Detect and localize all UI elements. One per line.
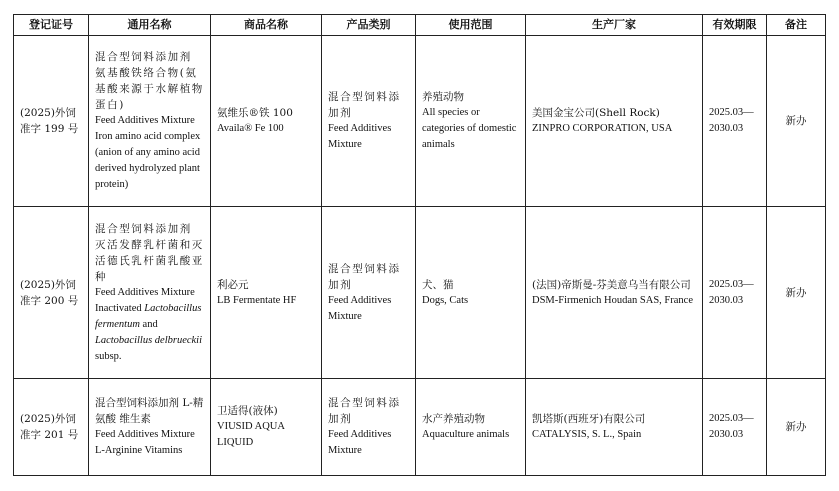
header-category: 产品类别 xyxy=(322,15,416,36)
manufacturer-zh: 美国金宝公司(Shell Rock) xyxy=(532,107,660,119)
trade-name-zh: 卫适得(液体) xyxy=(217,405,278,417)
header-trade-name: 商品名称 xyxy=(211,15,322,36)
remark-cell xyxy=(767,207,826,379)
trade-name-en: VIUSID AQUA LIQUID xyxy=(217,421,285,448)
table-row xyxy=(14,36,826,207)
validity-start: 2025.03— xyxy=(709,413,754,424)
validity-end: 2030.03 xyxy=(709,123,744,134)
header-row xyxy=(14,15,826,36)
remark-cell xyxy=(767,379,826,476)
scope-cell xyxy=(416,207,526,379)
scope-en: Dogs, Cats xyxy=(422,294,469,306)
manufacturer-cell xyxy=(526,36,703,207)
generic-name-en: Feed Additives Mixture Inactivated Lactobacillus fermentum and Lactobacillus delbrueckii subsp. xyxy=(95,286,203,362)
trade-name-zh: 氨维乐®铁 100 xyxy=(217,107,293,119)
header-validity: 有效期限 xyxy=(703,15,767,36)
scope-zh: 犬、猫 xyxy=(422,278,454,291)
validity-cell xyxy=(703,379,767,476)
trade-name-cell xyxy=(211,379,322,476)
registration-table xyxy=(13,14,826,476)
generic-name-zh: 混合型饲料添加剂 氨基酸铁络合物(氨基酸来源于水解植物蛋白) xyxy=(95,51,204,111)
trade-name-zh: 利必元 xyxy=(217,278,249,291)
manufacturer-cell xyxy=(526,379,703,476)
generic-name-zh: 混合型饲料添加剂 L-精氨酸 维生素 xyxy=(95,397,204,425)
category-zh: 混合型饲料添加剂 xyxy=(328,397,401,425)
trade-name-en: Availa® Fe 100 xyxy=(217,123,284,134)
category-cell xyxy=(322,207,416,379)
manufacturer-en: ZINPRO CORPORATION, USA xyxy=(532,123,673,134)
validity-end: 2030.03 xyxy=(709,429,744,440)
scope-zh: 水产养殖动物 xyxy=(422,413,485,425)
reg-no-cell: (2025)外饲准字 199 号 xyxy=(14,36,89,207)
generic-name-cell xyxy=(89,379,211,476)
generic-name-zh: 混合型饲料添加剂 灭活发酵乳杆菌和灭活德氏乳杆菌乳酸亚种 xyxy=(95,222,204,283)
remark-text: 新办 xyxy=(785,421,807,433)
validity-start: 2025.03— xyxy=(709,107,754,118)
trade-name-en: LB Fermentate HF xyxy=(217,294,297,306)
remark-text: 新办 xyxy=(785,286,807,299)
manufacturer-en: DSM-Firmenich Houdan SAS, France xyxy=(532,294,693,306)
generic-name-en-italic: Lactobacillus fermentum xyxy=(95,302,202,330)
manufacturer-cell xyxy=(526,207,703,379)
remark-cell xyxy=(767,36,826,207)
header-manufacturer: 生产厂家 xyxy=(526,15,703,36)
header-generic-name: 通用名称 xyxy=(89,15,211,36)
remark-text: 新办 xyxy=(785,115,807,127)
trade-name-cell xyxy=(211,207,322,379)
category-en: Feed Additives Mixture xyxy=(328,429,392,456)
validity-cell xyxy=(703,207,767,379)
manufacturer-zh: (法国)帝斯曼-芬美意乌当有限公司 xyxy=(532,278,691,291)
header-reg-no: 登记证号 xyxy=(14,15,89,36)
scope-cell xyxy=(416,379,526,476)
category-zh: 混合型饲料添加剂 xyxy=(328,262,401,291)
generic-name-en-part: Feed Additives Mixture Inactivated xyxy=(95,286,195,314)
generic-name-en: Feed Additives Mixture L-Arginine Vitamins xyxy=(95,429,195,456)
table-row xyxy=(14,379,826,476)
scope-zh: 养殖动物 xyxy=(422,91,464,103)
trade-name-cell xyxy=(211,36,322,207)
category-zh: 混合型饲料添加剂 xyxy=(328,91,401,119)
generic-name-cell xyxy=(89,207,211,379)
generic-name-cell xyxy=(89,36,211,207)
category-cell xyxy=(322,36,416,207)
generic-name-en: Feed Additives Mixture Iron amino acid complex (anion of any amino acid derived hydrolyzed plant protein) xyxy=(95,115,201,190)
reg-no-cell: (2025)外饲准字 200 号 xyxy=(14,207,89,379)
header-scope: 使用范围 xyxy=(416,15,526,36)
validity-start: 2025.03— xyxy=(709,278,754,290)
category-cell xyxy=(322,379,416,476)
scope-en: All species or categories of domestic animals xyxy=(422,107,517,150)
validity-cell xyxy=(703,36,767,207)
category-en: Feed Additives Mixture xyxy=(328,294,392,322)
scope-cell xyxy=(416,36,526,207)
validity-end: 2030.03 xyxy=(709,294,744,306)
reg-no-cell: (2025)外饲准字 201 号 xyxy=(14,379,89,476)
header-remark: 备注 xyxy=(767,15,826,36)
scope-en: Aquaculture animals xyxy=(422,429,510,440)
category-en: Feed Additives Mixture xyxy=(328,123,392,150)
manufacturer-en: CATALYSIS, S. L., Spain xyxy=(532,429,642,440)
table-row xyxy=(14,207,826,379)
manufacturer-zh: 凯塔斯(西班牙)有限公司 xyxy=(532,413,646,425)
